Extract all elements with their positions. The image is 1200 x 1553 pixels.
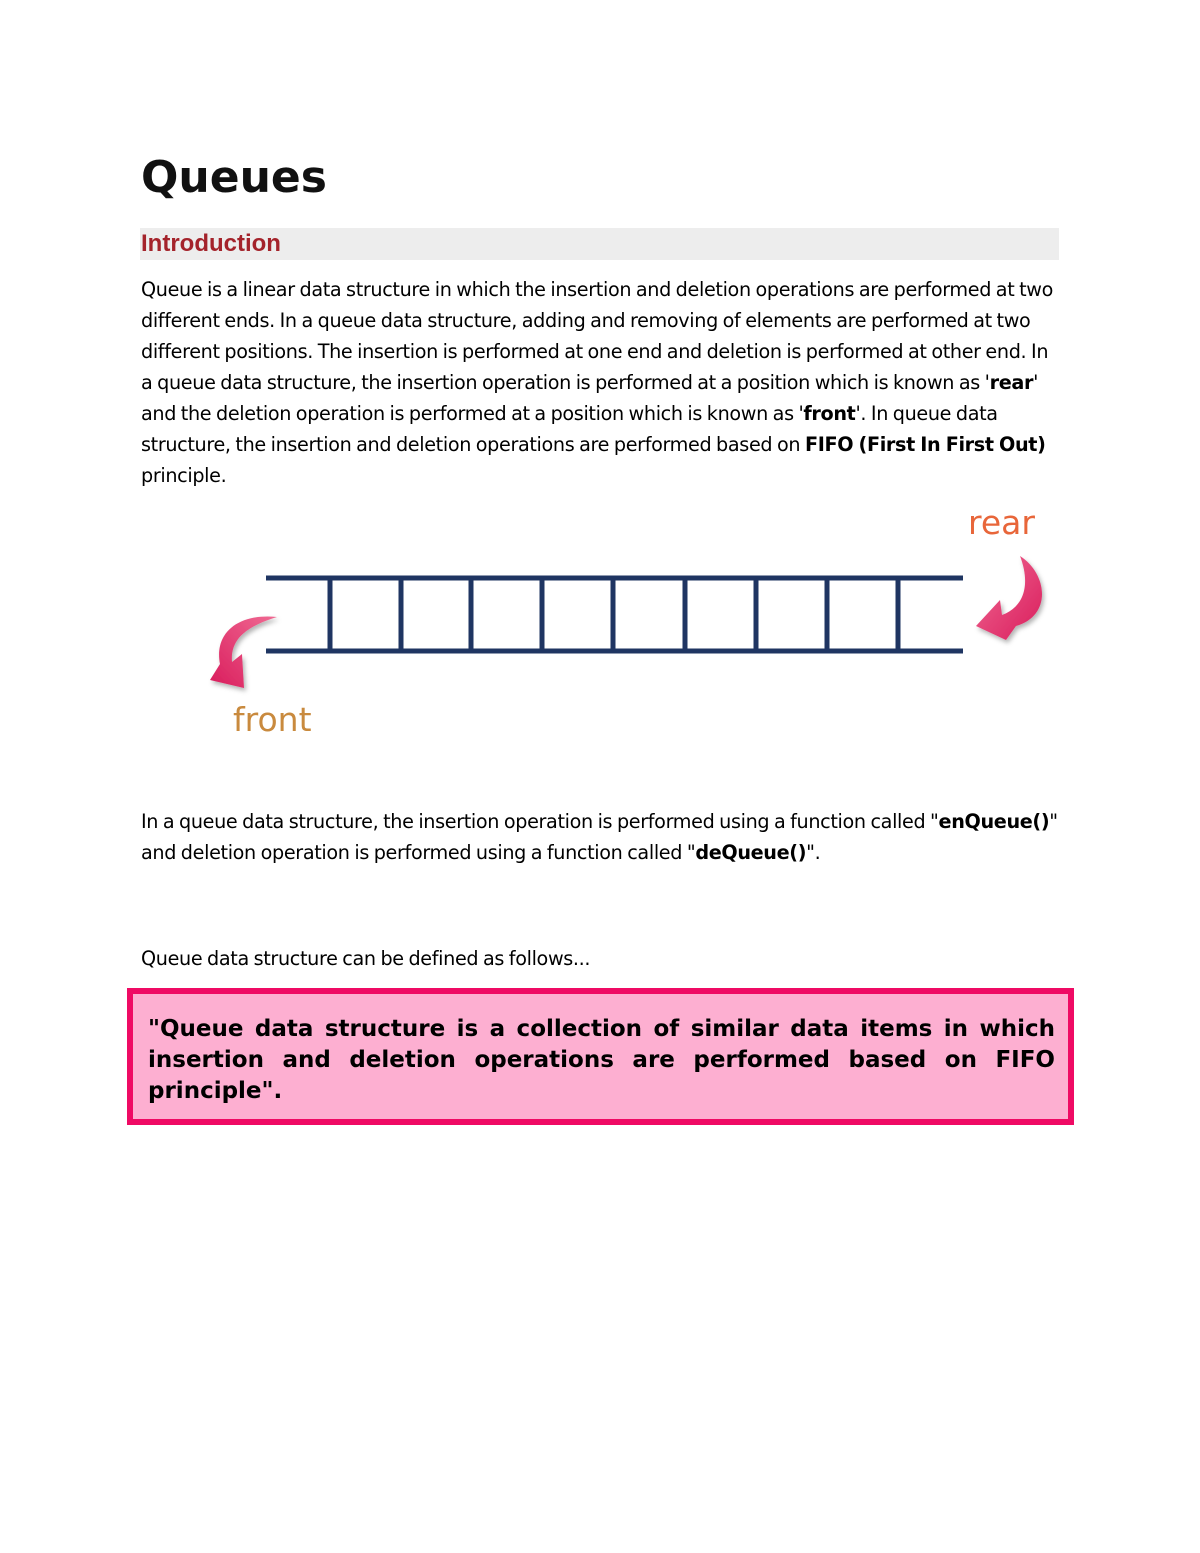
definition-text: "Queue data structure is a collection of similar data items in which insertion and deletion operations are performed based on FIFO principle". <box>148 1016 1055 1104</box>
function-text-1: In a queue data structure, the insertion operation is performed using a function called " <box>141 810 939 833</box>
intro-text-3: '. In queue data structure, the insertion and deletion operations are performed based on <box>141 402 998 456</box>
section-heading-introduction <box>140 228 1059 260</box>
fifo-term: FIFO (First In First Out) <box>804 433 1046 456</box>
rear-label: rear <box>968 503 1035 542</box>
queue-body <box>266 578 963 651</box>
definition-box <box>127 988 1074 1125</box>
page-title: Queues <box>141 152 327 203</box>
enqueue-term: enQueue() <box>938 810 1050 833</box>
curved-arrow-in-icon <box>976 556 1042 640</box>
definition-lead: Queue data structure can be defined as follows... <box>141 947 591 970</box>
front-term: front <box>803 402 856 425</box>
front-label: front <box>233 700 312 739</box>
intro-text-2: ' and the deletion operation is performed at a position which is known as ' <box>141 371 1039 425</box>
rear-term: rear <box>989 371 1034 394</box>
intro-text-1: Queue is a linear data structure in which the insertion and deletion operations are performed at two different ends. In a queue data structure, adding and removing of elements are performed at two different positions. The insertion is performed at one end and deletion is performed at other end. In a queue data structure, the insertion operation is performed at a position which is known as ' <box>141 278 1054 394</box>
queue-diagram <box>200 500 1060 750</box>
intro-text-4: principle. <box>141 464 227 487</box>
intro-paragraph <box>141 274 1063 491</box>
dequeue-term: deQueue() <box>695 841 807 864</box>
section-heading-label: Introduction <box>141 230 281 257</box>
function-text-2: " and deletion operation is performed using a function called " <box>141 810 1058 864</box>
function-text-3: ". <box>806 841 821 864</box>
function-paragraph <box>141 806 1063 868</box>
